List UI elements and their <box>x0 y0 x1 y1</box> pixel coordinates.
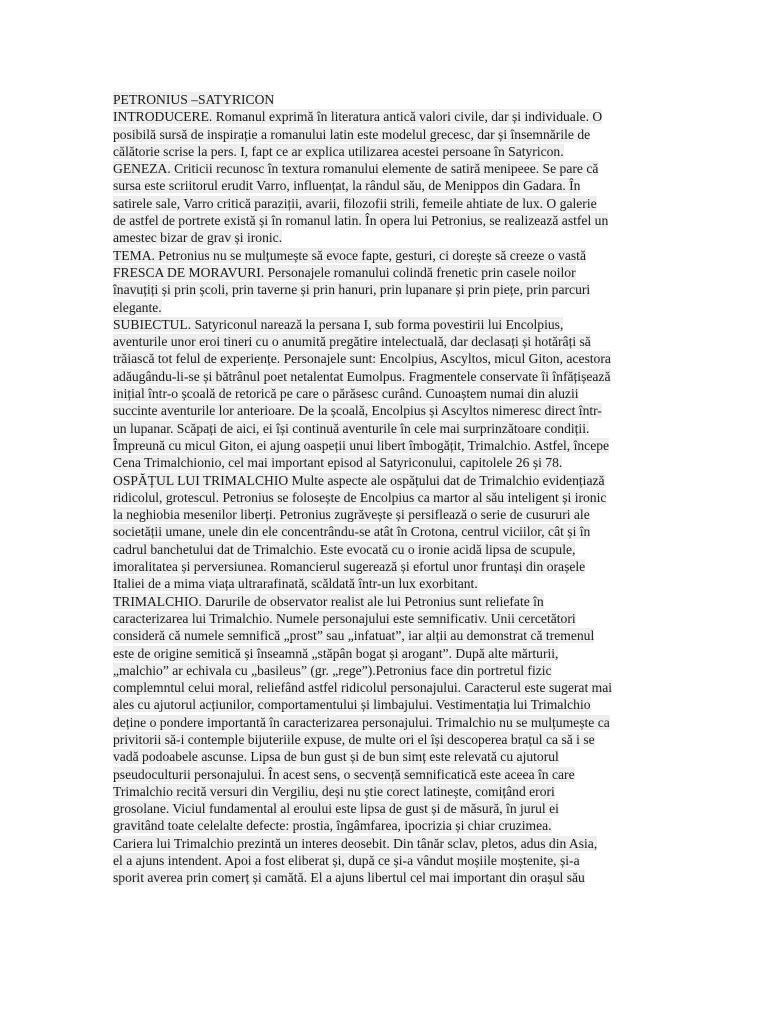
text-line: OSPĂȚUL LUI TRIMALCHIO Multe aspecte ale ospățului dat de Trimalchio evidențiază <box>113 472 605 488</box>
text-line: el a ajuns intendent. Apoi a fost eliberat și, după ce și-a vândut moșiile moștenite, și-a <box>113 853 580 869</box>
text-line: TEMA. Petronius nu se mulțumește să evoce fapte, gesturi, ci dorește să creeze o vastă <box>113 247 586 263</box>
text-line: elegante. <box>113 299 162 315</box>
text-line: de astfel de portrete există și în romanul latin. În opera lui Petronius, se realizează astfel un <box>113 213 609 229</box>
text-line: inițial într-o școală de retorică pe care o părăsesc curând. Cunoaștem numai din aluzii <box>113 386 579 402</box>
text-line: pseudoculturii personajului. În acest sens, o secvență semnificatică este aceea în care <box>113 766 575 782</box>
text-line: satirele sale, Varro critică paraziții, avarii, filozofii strili, femeile ahtiate de lux. O galerie <box>113 195 597 211</box>
text-line: Cena Trimalchionio, cel mai important episod al Satyriconului, capitolele 26 și 78. <box>113 455 563 471</box>
text-line: societății umane, unele din ele concentrându-se atât în Crotona, centrul viciilor, cât și în <box>113 524 591 540</box>
text-line: trăiască tot felul de experiențe. Personajele sunt: Encolpius, Ascyltos, micul Giton, acestora <box>113 351 611 367</box>
text-line: vadă podoabele ascunse. Lipsa de bun gust și de bun simț este relevată cu ajutorul <box>113 749 559 765</box>
text-line: posibilă sursă de inspirație a romanului latin este modelul grecesc, dar și însemnările de <box>113 126 591 142</box>
text-line: complemntul celui moral, reliefând astfel ridicolul personajului. Caracterul este sugerat mai <box>113 680 613 696</box>
text-line: adăugându-li-se și bătrânul poet netalentat Eumolpus. Fragmentele conservate îi înfățișează <box>113 368 611 384</box>
text-line: FRESCA DE MORAVURI. Personajele romanului colindă frenetic prin casele noilor <box>113 264 576 280</box>
text-line: Cariera lui Trimalchio prezintă un interes deosebit. Din tânăr sclav, pletos, adus din Asia, <box>113 835 598 851</box>
text-line: sursa este scriitorul erudit Varro, influențat, la rândul său, de Menippos din Gadara. În <box>113 178 581 194</box>
text-line: înavuțiți și prin școli, prin taverne și prin hanuri, prin lupanare și prin piețe, prin parcuri <box>113 282 591 298</box>
text-line: deține o pondere importantă în caracterizarea personajului. Trimalchio nu se mulțumește ca <box>113 714 610 730</box>
text-line: INTRODUCERE. Romanul exprimă în literatura antică valori civile, dar și individuale. O <box>113 109 603 125</box>
text-line: TRIMALCHIO. Darurile de observator realist ale lui Petronius sunt reliefate în <box>113 593 544 609</box>
text-line: privitorii să-i contemple bijuteriile expuse, de multe ori el își descoperea brațul ca să i se <box>113 731 595 747</box>
text-line: un lupanar. Scăpați de aici, ei își continuă aventurile în cele mai surprinzătoare condiții. <box>113 420 590 436</box>
text-line: caracterizarea lui Trimalchio. Numele personajului este semnificativ. Unii cercetători <box>113 610 576 626</box>
text-line: călătorie scrise la pers. I, fapt ce ar explica utilizarea acestei persoane în Satyricon. <box>113 143 564 159</box>
text-line: Italiei de a mima viața ultrarafinată, scăldată într-un lux exorbitant. <box>113 576 478 592</box>
text-line: este de origine semitică și înseamnă „stăpân bogat și arogant”. După alte mărturii, <box>113 645 559 661</box>
text-line: gravitând toate celelalte defecte: prostia, îngâmfarea, ipocrizia și chiar cruzimea. <box>113 818 552 834</box>
text-line: grosolane. Viciul fundamental al eroului este lipsa de gust și de măsură, în jurul ei <box>113 801 559 817</box>
text-line: succinte aventurile lor anterioare. De la școală, Encolpius și Ascyltos nimeresc direct într- <box>113 403 602 419</box>
text-line: cadrul banchetului dat de Trimalchio. Este evocată cu o ironie acidă lipsa de scupule, <box>113 541 576 557</box>
text-line: ridicolul, grotescul. Petronius se folosește de Encolpius ca martor al său inteligent și ironic <box>113 489 607 505</box>
text-line: GENEZA. Criticii recunosc în textura romanului elemente de satiră menipeee. Se pare că <box>113 161 599 177</box>
text-line: Împreună cu micul Giton, ei ajung oaspeții unui libert îmbogățit, Trimalchio. Astfel, începe <box>113 437 610 453</box>
text-line: amestec bizar de grav și ironic. <box>113 230 283 246</box>
text-line: imoralitatea și perversiunea. Romancierul sugerează și efortul unor fruntași din orașele <box>113 559 586 575</box>
text-line: ales cu ajutorul acțiunilor, comportamentului și limbajului. Vestimentația lui Trimalchio <box>113 697 591 713</box>
text-line: „malchio” ar echivala cu „basileus” (gr. „rege”).Petronius face din portretul fizic <box>113 662 552 678</box>
text-line: Trimalchio recită versuri din Vergiliu, deși nu știe corect latinește, comițând erori <box>113 783 555 799</box>
text-line: sporit averea prin comerț și camătă. El a ajuns libertul cel mai important din orașul său <box>113 870 585 886</box>
text-line: aventurile unor eroi tineri cu o anumită pregătire intelectuală, dar declasați și hotărâți să <box>113 334 591 350</box>
text-line: PETRONIUS –SATYRICON <box>113 92 275 107</box>
text-line: consideră că numele semnifică „prost” sau „infatuat”, iar alții au demonstrat că tremenul <box>113 628 595 644</box>
text-line: la neghiobia mesenilor liberți. Petronius zugrăvește și persiflează o serie de cusururi ale <box>113 507 590 523</box>
document-text <box>113 91 655 887</box>
text-line: SUBIECTUL. Satyriconul narează la persana I, sub forma povestirii lui Encolpius, <box>113 316 564 332</box>
